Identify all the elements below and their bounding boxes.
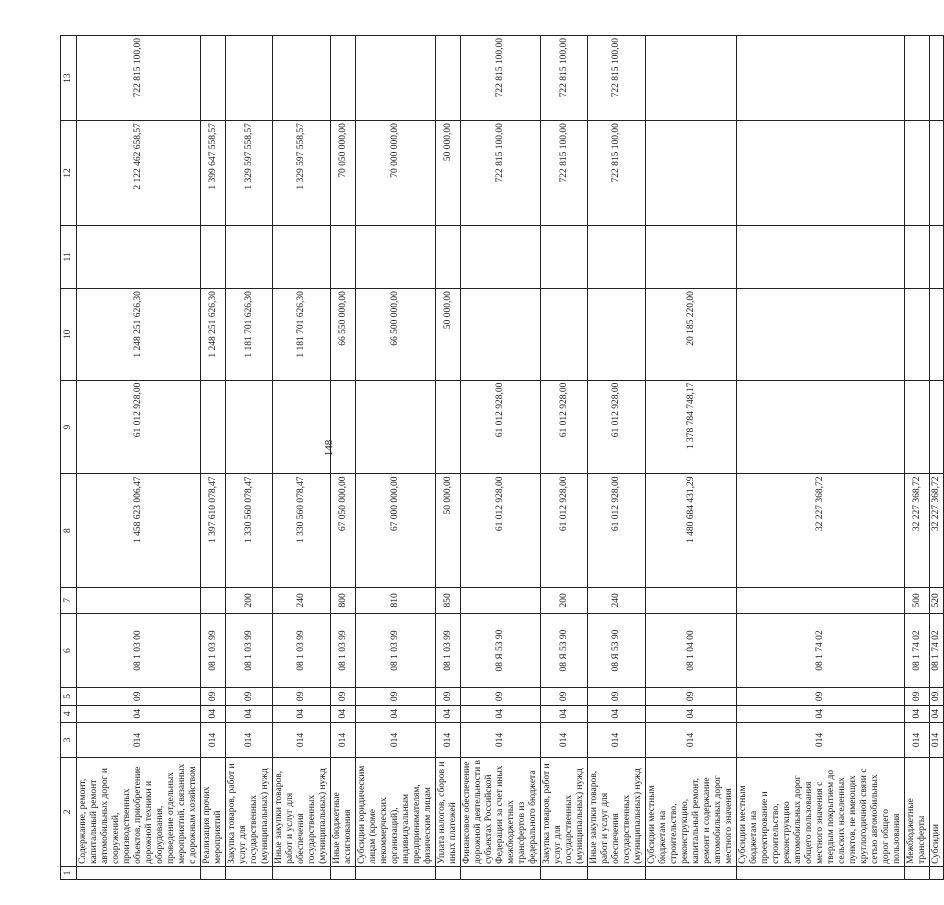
cell-col-8: 32 227 368,72 (930, 474, 944, 587)
cell-col-7: 240 (588, 587, 646, 613)
cell-col-8: 61 012 928,00 (541, 474, 588, 587)
cell-col-13: 722 815 100,00 (461, 36, 541, 121)
cell-col-13 (737, 36, 905, 121)
cell-col-4: 04 (646, 705, 737, 722)
cell-col-3: 014 (930, 723, 944, 758)
cell-col-7: 850 (436, 587, 461, 613)
cell-col-6: 08 Я 53 90 (541, 613, 588, 687)
row-name-cell: Иные закупки товаров, работ и услуг для обеспечения государственных (муниципальных) нужд (273, 757, 331, 866)
cell-col-13: 722 815 100,00 (588, 36, 646, 121)
cell-col-13 (331, 36, 356, 121)
table-row (331, 36, 356, 880)
row-name-cell: Межбюджетные трансферты (905, 757, 930, 866)
table-row (273, 36, 331, 880)
cell-col-3: 014 (737, 723, 905, 758)
cell-col-5: 09 (273, 688, 331, 705)
cell-col-5: 09 (436, 688, 461, 705)
cell-col-8: 67 000 000,00 (356, 474, 436, 587)
cell-col-8: 1 397 610 078,47 (201, 474, 226, 587)
cell-col-3: 014 (461, 723, 541, 758)
cell-col-5: 09 (737, 688, 905, 705)
cell-col-13 (905, 36, 930, 121)
cell-col-13 (201, 36, 226, 121)
cell-col-12: 722 815 100,00 (541, 121, 588, 226)
cell-col-8: 61 012 928,00 (461, 474, 541, 587)
cell-col-9: 61 012 928,00 (588, 380, 646, 474)
budget-table (60, 35, 944, 880)
table-row (737, 36, 905, 880)
cell-col-13 (273, 36, 331, 121)
cell-col-3: 014 (201, 723, 226, 758)
cell-col-4: 04 (905, 705, 930, 722)
table-row (905, 36, 930, 880)
cell-col-11 (331, 225, 356, 288)
cell-col-9 (356, 380, 436, 474)
header-cell: 10 (61, 289, 77, 381)
table-row (588, 36, 646, 880)
cell-col-5: 09 (356, 688, 436, 705)
cell-col-11 (737, 225, 905, 288)
cell-col-11 (646, 225, 737, 288)
cell-col-11 (77, 225, 201, 288)
table-row (930, 36, 944, 880)
table-row (226, 36, 273, 880)
cell-col-12: 1 329 597 558,57 (273, 121, 331, 226)
cell-col-9 (331, 380, 356, 474)
row-index-cell (436, 866, 461, 879)
cell-col-8: 1 458 623 006,47 (77, 474, 201, 587)
cell-col-9 (737, 380, 905, 474)
row-index-cell (930, 866, 944, 879)
header-cell: 1 (61, 866, 77, 879)
table-row (646, 36, 737, 880)
header-cell: 6 (61, 613, 77, 687)
cell-col-7 (461, 587, 541, 613)
cell-col-7: 800 (331, 587, 356, 613)
cell-col-7 (646, 587, 737, 613)
cell-col-8: 32 227 368,72 (737, 474, 905, 587)
cell-col-13 (356, 36, 436, 121)
row-index-cell (226, 866, 273, 879)
cell-col-4: 04 (461, 705, 541, 722)
cell-col-4: 04 (436, 705, 461, 722)
cell-col-9 (273, 380, 331, 474)
cell-col-11 (201, 225, 226, 288)
row-index-cell (356, 866, 436, 879)
cell-col-12 (737, 121, 905, 226)
cell-col-6: 08 1 04 00 (646, 613, 737, 687)
cell-col-12: 722 815 100,00 (588, 121, 646, 226)
cell-col-13 (436, 36, 461, 121)
cell-col-9 (930, 380, 944, 474)
header-cell: 2 (61, 757, 77, 866)
cell-col-8: 50 000,00 (436, 474, 461, 587)
row-index-cell (588, 866, 646, 879)
cell-col-6: 08 1 03 99 (356, 613, 436, 687)
cell-col-6: 08 Я 53 90 (588, 613, 646, 687)
cell-col-11 (588, 225, 646, 288)
table-row (201, 36, 226, 880)
cell-col-10: 1 248 251 626,30 (77, 289, 201, 381)
cell-col-3: 014 (588, 723, 646, 758)
cell-col-7: 240 (273, 587, 331, 613)
cell-col-6: 08 1 03 99 (201, 613, 226, 687)
cell-col-8: 67 050 000,00 (331, 474, 356, 587)
cell-col-3: 014 (646, 723, 737, 758)
cell-col-10 (737, 289, 905, 381)
cell-col-9 (436, 380, 461, 474)
table-row (356, 36, 436, 880)
cell-col-8: 1 330 560 078,47 (273, 474, 331, 587)
row-name-cell: Финансовое обеспечение дорожной деятельности в субъектах Российской Федерации за счет иных межбюджетных трансфертов из федерального бюджета (461, 757, 541, 866)
cell-col-5: 09 (541, 688, 588, 705)
cell-col-6: 08 1 03 99 (436, 613, 461, 687)
cell-col-12 (930, 121, 944, 226)
cell-col-4: 04 (588, 705, 646, 722)
cell-col-4: 04 (356, 705, 436, 722)
cell-col-10: 66 550 000,00 (331, 289, 356, 381)
cell-col-12: 70 000 000,00 (356, 121, 436, 226)
cell-col-3: 014 (541, 723, 588, 758)
cell-col-4: 04 (226, 705, 273, 722)
cell-col-4: 04 (273, 705, 331, 722)
cell-col-10: 1 181 701 626,30 (226, 289, 273, 381)
cell-col-6: 08 1 74 02 (905, 613, 930, 687)
cell-col-3: 014 (273, 723, 331, 758)
cell-col-8: 32 227 368,72 (905, 474, 930, 587)
row-index-cell (461, 866, 541, 879)
cell-col-5: 09 (930, 688, 944, 705)
cell-col-10: 1 181 701 626,30 (273, 289, 331, 381)
cell-col-4: 04 (77, 705, 201, 722)
row-index-cell (273, 866, 331, 879)
table-row (436, 36, 461, 880)
cell-col-5: 09 (461, 688, 541, 705)
page-number: 148 (323, 439, 335, 457)
cell-col-5: 09 (646, 688, 737, 705)
row-index-cell (737, 866, 905, 879)
row-index-cell (77, 866, 201, 879)
cell-col-4: 04 (331, 705, 356, 722)
cell-col-11 (930, 225, 944, 288)
cell-col-11 (273, 225, 331, 288)
table-row (541, 36, 588, 880)
cell-col-12: 50 000,00 (436, 121, 461, 226)
cell-col-4: 04 (201, 705, 226, 722)
cell-col-7 (737, 587, 905, 613)
cell-col-6: 08 1 74 02 (930, 613, 944, 687)
cell-col-6: 08 1 74 02 (737, 613, 905, 687)
cell-col-10 (588, 289, 646, 381)
cell-col-10 (541, 289, 588, 381)
row-name-cell: Закупка товаров, работ и услуг для государственных (муниципальных) нужд (226, 757, 273, 866)
cell-col-12: 1 399 647 558,57 (201, 121, 226, 226)
cell-col-5: 09 (201, 688, 226, 705)
cell-col-7: 500 (905, 587, 930, 613)
header-cell: 13 (61, 36, 77, 121)
cell-col-13 (226, 36, 273, 121)
row-index-cell (541, 866, 588, 879)
cell-col-13 (930, 36, 944, 121)
cell-col-8: 1 330 560 078,47 (226, 474, 273, 587)
header-row (61, 36, 77, 880)
cell-col-13 (646, 36, 737, 121)
cell-col-3: 014 (77, 723, 201, 758)
cell-col-7: 520 (930, 587, 944, 613)
cell-col-3: 014 (436, 723, 461, 758)
header-cell: 4 (61, 705, 77, 722)
cell-col-10: 1 248 251 626,30 (201, 289, 226, 381)
cell-col-10 (905, 289, 930, 381)
cell-col-7 (201, 587, 226, 613)
cell-col-8: 61 012 928,00 (588, 474, 646, 587)
cell-col-9: 61 012 928,00 (77, 380, 201, 474)
cell-col-9: 1 378 784 748,17 (646, 380, 737, 474)
cell-col-11 (905, 225, 930, 288)
cell-col-9 (905, 380, 930, 474)
cell-col-13: 722 815 100,00 (541, 36, 588, 121)
row-index-cell (331, 866, 356, 879)
cell-col-3: 014 (905, 723, 930, 758)
cell-col-5: 09 (226, 688, 273, 705)
header-cell: 9 (61, 380, 77, 474)
cell-col-11 (436, 225, 461, 288)
row-name-cell: Иные бюджетные ассигнования (331, 757, 356, 866)
row-name-cell: Закупка товаров, работ и услуг для государственных (муниципальных) нужд (541, 757, 588, 866)
cell-col-5: 09 (588, 688, 646, 705)
row-name-cell: Субсидии (930, 757, 944, 866)
header-cell: 7 (61, 587, 77, 613)
cell-col-9: 61 012 928,00 (461, 380, 541, 474)
cell-col-6: 08 1 03 99 (226, 613, 273, 687)
cell-col-6: 08 Я 53 90 (461, 613, 541, 687)
cell-col-10 (930, 289, 944, 381)
cell-col-10: 20 185 220,00 (646, 289, 737, 381)
cell-col-10 (461, 289, 541, 381)
row-name-cell: Субсидии местным бюджетам на проектирование и строительство, реконструкцию автомобильных дорог общего пользования местного значения с твердым покрытием до сельских населенных пунктов, не имеющих круглогодичной связи с сетью автомобильных дорог общего пользования (737, 757, 905, 866)
cell-col-8: 1 480 684 431,29 (646, 474, 737, 587)
cell-col-11 (226, 225, 273, 288)
table-row (77, 36, 201, 880)
cell-col-9: 61 012 928,00 (541, 380, 588, 474)
cell-col-3: 014 (226, 723, 273, 758)
cell-col-4: 04 (930, 705, 944, 722)
cell-col-6: 08 1 03 00 (77, 613, 201, 687)
cell-col-12: 722 815 100,00 (461, 121, 541, 226)
cell-col-6: 08 1 03 99 (331, 613, 356, 687)
header-cell: 11 (61, 225, 77, 288)
row-index-cell (201, 866, 226, 879)
cell-col-6: 08 1 03 99 (273, 613, 331, 687)
cell-col-12: 70 050 000,00 (331, 121, 356, 226)
row-name-cell: Содержание, ремонт, капитальный ремонт автомобильных дорог и сооружений, производственных объектов, приобретение дорожной техники и оборудования, проведение отдельных мероприятий, связанных с дорожным хозяйством (77, 757, 201, 866)
cell-col-7 (77, 587, 201, 613)
header-cell: 5 (61, 688, 77, 705)
cell-col-12: 2 122 462 658,57 (77, 121, 201, 226)
cell-col-12 (646, 121, 737, 226)
row-name-cell: Субсидии местным бюджетам на строительство, реконструкцию, капитальный ремонт, ремонт и содержание автомобильных дорог местного значения (646, 757, 737, 866)
cell-col-9 (201, 380, 226, 474)
cell-col-5: 09 (77, 688, 201, 705)
row-name-cell: Уплата налогов, сборов и иных платежей (436, 757, 461, 866)
header-cell: 8 (61, 474, 77, 587)
cell-col-13: 722 815 100,00 (77, 36, 201, 121)
header-cell: 3 (61, 723, 77, 758)
cell-col-7: 810 (356, 587, 436, 613)
row-index-cell (646, 866, 737, 879)
cell-col-3: 014 (331, 723, 356, 758)
cell-col-12: 1 329 597 558,57 (226, 121, 273, 226)
cell-col-4: 04 (541, 705, 588, 722)
table-row (461, 36, 541, 880)
cell-col-11 (461, 225, 541, 288)
cell-col-4: 04 (737, 705, 905, 722)
cell-col-5: 09 (905, 688, 930, 705)
table-body (61, 36, 944, 880)
cell-col-11 (356, 225, 436, 288)
row-index-cell (905, 866, 930, 879)
rotated-page (60, 35, 941, 880)
cell-col-5: 09 (331, 688, 356, 705)
row-name-cell: Субсидии юридическим лицам (кроме некоммерческих организаций), индивидуальным предпринимателям, физическим лицам (356, 757, 436, 866)
cell-col-3: 014 (356, 723, 436, 758)
cell-col-9 (226, 380, 273, 474)
cell-col-10: 66 500 000,00 (356, 289, 436, 381)
row-name-cell: Реализация прочих мероприятий (201, 757, 226, 866)
cell-col-11 (541, 225, 588, 288)
header-cell: 12 (61, 121, 77, 226)
row-name-cell: Иные закупки товаров, работ и услуг для обеспечения государственных (муниципальных) нужд (588, 757, 646, 866)
cell-col-10: 50 000,00 (436, 289, 461, 381)
cell-col-12 (905, 121, 930, 226)
cell-col-7: 200 (541, 587, 588, 613)
cell-col-7: 200 (226, 587, 273, 613)
